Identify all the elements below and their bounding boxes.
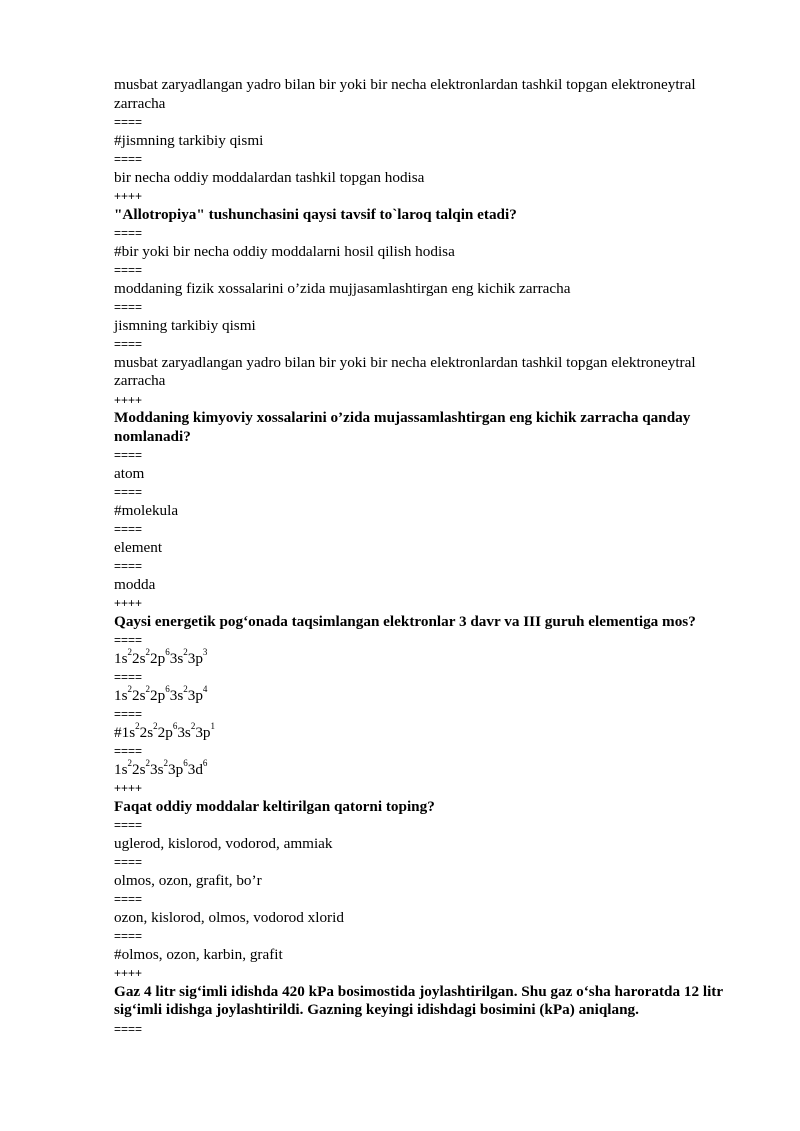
- orbital: 3p: [168, 760, 184, 778]
- question-text: "Allotropiya" tushunchasini qaysi tavsif to`laroq talqin etadi?: [114, 205, 517, 223]
- electron-count: 6: [183, 758, 188, 769]
- answer-option: modda: [114, 575, 156, 593]
- answer-option: olmos, ozon, grafit, bo’r: [114, 871, 262, 889]
- answer-option: #jismning tarkibiy qismi: [114, 131, 264, 149]
- electron-count: 2: [127, 684, 133, 695]
- electron-count: 4: [202, 684, 208, 695]
- answer-option-formula: [114, 721, 744, 743]
- electron-count: 6: [202, 758, 208, 769]
- orbital: 2s: [132, 649, 146, 667]
- separator-line: ++++: [114, 966, 143, 980]
- separator-line: ++++: [114, 781, 143, 795]
- answer-option: musbat zaryadlangan yadro bilan bir yoki bir necha elektronlardan tashkil topgan elektroneytral zarracha: [114, 353, 696, 389]
- orbital: 3p: [187, 649, 203, 667]
- document-body: [114, 76, 744, 1038]
- electron-count: 2: [135, 721, 140, 732]
- separator-line: ====: [114, 929, 143, 943]
- answer-option-formula: [114, 647, 744, 669]
- orbital: 3s: [169, 686, 184, 704]
- separator-line: ====: [114, 855, 143, 869]
- orbital: 1s: [121, 723, 136, 741]
- orbital: 2p: [150, 649, 166, 667]
- separator-line: ====: [114, 485, 143, 499]
- separator-line: ====: [114, 448, 143, 462]
- electron-count: 2: [183, 684, 188, 695]
- question-text: Qaysi energetik pog‘onada taqsimlangan elektronlar 3 davr va III guruh elementiga mos?: [114, 612, 696, 630]
- orbital: 2p: [157, 723, 173, 741]
- electron-count: 2: [163, 758, 169, 769]
- answer-option: #olmos, ozon, karbin, grafit: [114, 945, 283, 963]
- electron-count: 2: [127, 647, 133, 658]
- electron-count: 1: [210, 721, 216, 732]
- electron-count: 6: [165, 647, 170, 658]
- separator-line: ====: [114, 300, 143, 314]
- separator-line: ====: [114, 892, 143, 906]
- separator-line: ====: [114, 707, 143, 721]
- answer-option: jismning tarkibiy qismi: [114, 316, 256, 334]
- answer-option: musbat zaryadlangan yadro bilan bir yoki bir necha elektronlardan tashkil topgan elektroneytral zarracha: [114, 76, 696, 112]
- orbital: 1s: [114, 649, 128, 667]
- separator-line: ====: [114, 263, 143, 277]
- answer-option-formula: [114, 684, 744, 706]
- answer-option: #bir yoki bir necha oddiy moddalarni hosil qilish hodisa: [114, 242, 455, 260]
- orbital: 3s: [169, 649, 184, 667]
- electron-count: 6: [165, 684, 170, 695]
- separator-line: ====: [114, 522, 143, 536]
- separator-line: ====: [114, 1021, 143, 1036]
- orbital: 3p: [187, 686, 203, 704]
- correct-marker: #: [114, 723, 122, 741]
- orbital: 1s: [114, 686, 128, 704]
- separator-line: ++++: [114, 189, 143, 203]
- separator-line: ====: [114, 818, 143, 832]
- answer-option: #molekula: [114, 501, 179, 519]
- question-text: Faqat oddiy moddalar keltirilgan qatorni toping?: [114, 797, 435, 815]
- answer-option: bir necha oddiy moddalardan tashkil topgan hodisa: [114, 168, 425, 186]
- electron-count: 2: [145, 647, 151, 658]
- separator-line: ====: [114, 633, 143, 647]
- separator-line: ====: [114, 337, 143, 351]
- separator-line: ++++: [114, 392, 143, 407]
- electron-count: 2: [145, 758, 151, 769]
- separator-line: ====: [114, 152, 143, 166]
- question-text: Gaz 4 litr sig‘imli idishda 420 kPa bosimostida joylashtirilgan. Shu gaz o‘sha haroratda 12 litr sig‘imli idishga joylashtirildi. Gazning keyingi idishdagi bosimini (kPa) aniqlang.: [114, 982, 723, 1018]
- separator-line: ++++: [114, 596, 143, 610]
- separator-line: ====: [114, 115, 143, 129]
- answer-option-formula: [114, 758, 744, 780]
- electron-count: 2: [127, 758, 133, 769]
- answer-option: ozon, kislorod, olmos, vodorod xlorid: [114, 908, 344, 926]
- separator-line: ====: [114, 744, 143, 758]
- orbital: 2s: [132, 686, 146, 704]
- electron-count: 6: [172, 721, 178, 732]
- electron-count: 2: [183, 647, 188, 658]
- answer-option: atom: [114, 464, 145, 482]
- answer-option: element: [114, 538, 163, 556]
- orbital: 2s: [132, 760, 146, 778]
- orbital: 3s: [177, 723, 191, 741]
- orbital: 2s: [139, 723, 154, 741]
- orbital: 3p: [195, 723, 211, 741]
- separator-line: ====: [114, 226, 143, 240]
- electron-count: 2: [153, 721, 158, 732]
- orbital: 3s: [150, 760, 164, 778]
- electron-count: 2: [190, 721, 196, 732]
- electron-count: 3: [202, 647, 208, 658]
- separator-line: ====: [114, 559, 143, 573]
- question-text: Moddaning kimyoviy xossalarini o’zida mujassamlashtirgan eng kichik zarracha qanday nomlanadi?: [114, 409, 691, 445]
- orbital: 2p: [150, 686, 166, 704]
- electron-count: 2: [145, 684, 151, 695]
- answer-option: uglerod, kislorod, vodorod, ammiak: [114, 834, 333, 852]
- answer-option: moddaning fizik xossalarini o’zida mujjasamlashtirgan eng kichik zarracha: [114, 279, 571, 297]
- separator-line: ====: [114, 670, 143, 684]
- orbital: 3d: [187, 760, 203, 778]
- orbital: 1s: [114, 760, 128, 778]
